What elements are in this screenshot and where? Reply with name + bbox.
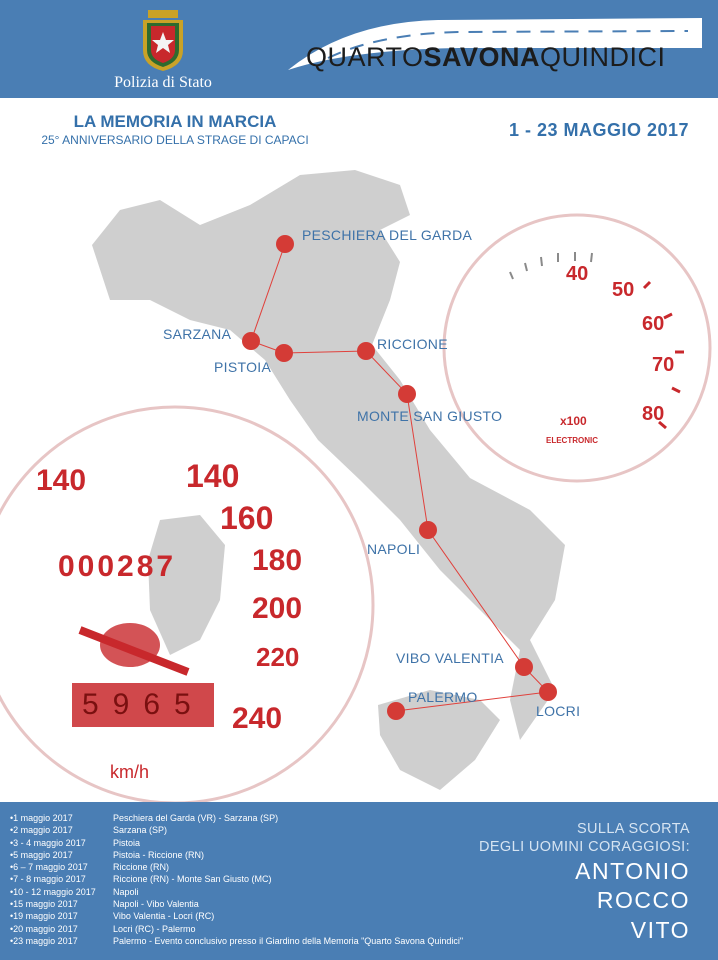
itinerary-row — [10, 923, 480, 935]
speedo-left-trip: 5965 — [82, 688, 205, 721]
itinerary-desc: Vibo Valentia - Locri (RC) — [113, 911, 215, 922]
stop-locri — [539, 683, 557, 701]
escort-heading — [440, 820, 690, 856]
itinerary-date: •15 maggio 2017 — [10, 899, 78, 910]
city-label: MONTE SAN GIUSTO — [357, 408, 503, 424]
city-label: LOCRI — [536, 703, 581, 719]
itinerary-row — [10, 861, 480, 873]
event-title: LA MEMORIA IN MARCIA — [73, 112, 277, 131]
hero-name: VITO — [630, 917, 690, 943]
city-label: VIBO VALENTIA — [396, 650, 504, 666]
itinerary-desc: Locri (RC) - Palermo — [113, 923, 196, 934]
speedo-left-mark: 220 — [256, 642, 300, 672]
stop-vibo-valentia — [515, 658, 533, 676]
itinerary-date: •23 maggio 2017 — [10, 935, 78, 946]
itinerary-date: •1 maggio 2017 — [10, 813, 73, 823]
itinerary-date: •2 maggio 2017 — [10, 825, 73, 836]
speedo-left-unit: km/h — [110, 762, 150, 782]
itinerary-desc: Palermo - Evento conclusivo presso il Giardino della Memoria "Quarto Savona Quindici" — [113, 935, 464, 946]
speedo-right-mark: 40 — [566, 263, 589, 285]
stop-riccione — [357, 342, 375, 360]
logo-part-2: SAVONA — [423, 42, 541, 72]
logo-part-1: QUARTO — [306, 42, 424, 72]
city-label: NAPOLI — [367, 541, 421, 557]
itinerary-date: •5 maggio 2017 — [10, 849, 73, 860]
itinerary-row — [10, 824, 480, 836]
speedo-left-mark: 140 — [186, 458, 240, 494]
event-dates: 1 - 23 MAGGIO 2017 — [508, 120, 690, 140]
stop-palermo — [387, 702, 405, 720]
itinerary-date: •6 – 7 maggio 2017 — [10, 862, 88, 873]
itinerary-desc: Sarzana (SP) — [113, 825, 168, 836]
itinerary-desc: Pistoia - Riccione (RN) — [113, 849, 205, 860]
itinerary-date: •20 maggio 2017 — [10, 923, 78, 934]
itinerary-desc: Napoli — [113, 886, 139, 897]
stop-napoli — [419, 521, 437, 539]
escort-line-1: SULLA SCORTA — [576, 821, 690, 837]
logo-part-3: QUINDICI — [540, 42, 666, 72]
speedo-left-mark: 200 — [252, 592, 303, 625]
itinerary-desc: Riccione (RN) — [113, 862, 170, 873]
speedo-right-mark: 70 — [652, 354, 675, 376]
speedo-left-mark: 240 — [232, 702, 283, 735]
city-label: SARZANA — [163, 326, 232, 342]
speedo-left-mark: 140 — [36, 464, 87, 497]
itinerary-list — [10, 812, 480, 947]
itinerary-row — [10, 873, 480, 885]
stop-monte-san-giusto — [398, 385, 416, 403]
hero-name: ROCCO — [596, 887, 690, 913]
speedo-right-mark: 60 — [642, 313, 665, 335]
speedo-right-label: x100 — [560, 414, 587, 428]
speedo-right-mark: 80 — [642, 403, 665, 425]
itinerary-date: •19 maggio 2017 — [10, 911, 78, 922]
itinerary-desc: Napoli - Vibo Valentia — [113, 899, 199, 910]
city-label: PISTOIA — [214, 359, 272, 375]
itinerary-desc: Pistoia — [113, 837, 141, 848]
itinerary-desc: Riccione (RN) - Monte San Giusto (MC) — [113, 874, 272, 885]
stop-sarzana — [242, 332, 260, 350]
itinerary-row — [10, 898, 480, 910]
police-emblem-icon — [140, 10, 186, 72]
itinerary-row — [10, 935, 480, 947]
itinerary-desc: Peschiera del Garda (VR) - Sarzana (SP) — [113, 813, 279, 823]
escort-line-2: DEGLI UOMINI CORAGGIOSI: — [478, 839, 690, 855]
speedo-left-mark: 160 — [220, 500, 274, 536]
event-subtitle: 25° ANNIVERSARIO DELLA STRAGE DI CAPACI — [41, 133, 309, 147]
itinerary-row — [10, 849, 480, 861]
police-label: Polizia di Stato — [114, 74, 212, 91]
stop-peschiera — [276, 235, 294, 253]
speedo-right-mark: 50 — [612, 279, 635, 301]
hero-name: ANTONIO — [575, 858, 690, 884]
itinerary-date: •3 - 4 maggio 2017 — [10, 837, 86, 848]
city-label: PALERMO — [408, 689, 478, 705]
city-label: RICCIONE — [377, 336, 448, 352]
itinerary-row — [10, 886, 480, 898]
itinerary-date: •7 - 8 maggio 2017 — [10, 874, 86, 885]
speedo-left-odometer: 000287 — [58, 550, 177, 583]
logo-text — [306, 42, 702, 73]
itinerary-row — [10, 910, 480, 922]
itinerary-row — [10, 837, 480, 849]
itinerary-row — [10, 812, 480, 824]
stop-pistoia — [275, 344, 293, 362]
itinerary-date: •10 - 12 maggio 2017 — [10, 886, 96, 897]
speedo-right-brand: ELECTRONIC — [546, 436, 598, 445]
city-label: PESCHIERA DEL GARDA — [302, 227, 473, 243]
speedo-left-mark: 180 — [252, 544, 303, 577]
